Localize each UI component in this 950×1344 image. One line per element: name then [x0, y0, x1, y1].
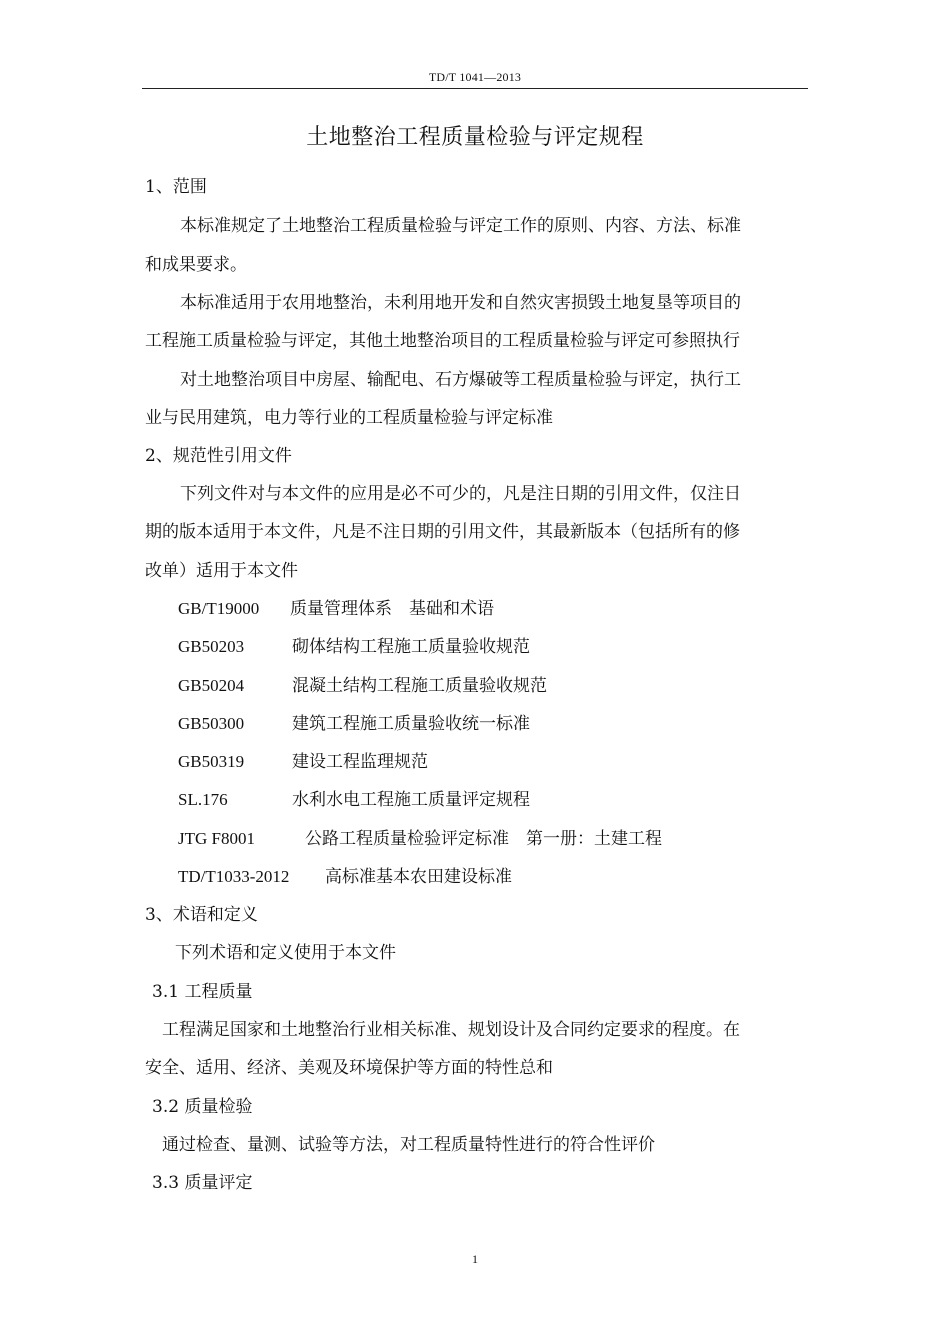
reference-title: 混凝土结构工程施工质量验收规范 — [292, 676, 547, 696]
reference-code: SL.176 — [178, 790, 228, 809]
page-number: 1 — [472, 1252, 478, 1266]
s2-paragraph-line-1: 下列文件对与本文件的应用是必不可少的，凡是注日期的引用文件，仅注日 — [180, 484, 741, 504]
document-title: 土地整治工程质量检验与评定规程 — [306, 125, 644, 150]
s1-paragraph-3-line-1: 对土地整治项目中房屋、输配电、石方爆破等工程质量检验与评定，执行工 — [180, 370, 741, 390]
reference-title: 质量管理体系 基础和术语 — [290, 599, 494, 619]
reference-code: GB50300 — [178, 714, 245, 733]
section-1-heading: 1、范围 — [145, 177, 207, 197]
reference-title: 砌体结构工程施工质量验收规范 — [292, 637, 530, 657]
term-3-1-heading: 3.1 工程质量 — [152, 982, 253, 1002]
s2-paragraph-line-2: 期的版本适用于本文件，凡是不注日期的引用文件，其最新版本（包括所有的修 — [145, 522, 740, 542]
section-3-heading: 3、术语和定义 — [145, 905, 258, 925]
reference-title: 水利水电工程施工质量评定规程 — [292, 790, 530, 810]
reference-title: 建筑工程施工质量验收统一标准 — [292, 714, 530, 734]
reference-code: GB/T19000 — [178, 599, 260, 618]
header-rule — [142, 88, 808, 89]
running-header-code: TD/T 1041—2013 — [428, 70, 522, 84]
reference-code: GB50319 — [178, 752, 245, 771]
s1-paragraph-2-line-2: 工程施工质量检验与评定，其他土地整治项目的工程质量检验与评定可参照执行 — [145, 331, 740, 351]
reference-code: JTG F8001 — [178, 829, 255, 848]
section-2-heading: 2、规范性引用文件 — [145, 446, 292, 466]
reference-title: 建设工程监理规范 — [292, 752, 428, 772]
term-3-2-definition: 通过检查、量测、试验等方法，对工程质量特性进行的符合性评价 — [162, 1135, 655, 1155]
term-3-1-definition-line-2: 安全、适用、经济、美观及环境保护等方面的特性总和 — [145, 1058, 553, 1078]
s2-paragraph-line-3: 改单）适用于本文件 — [145, 561, 298, 581]
s3-intro: 下列术语和定义使用于本文件 — [175, 943, 396, 963]
reference-code: GB50203 — [178, 637, 245, 656]
reference-code: TD/T1033-2012 — [178, 867, 290, 886]
term-3-3-heading: 3.3 质量评定 — [152, 1173, 253, 1193]
reference-code: GB50204 — [178, 676, 245, 695]
term-3-2-heading: 3.2 质量检验 — [152, 1097, 253, 1117]
s1-paragraph-2-line-1: 本标准适用于农用地整治，未利用地开发和自然灾害损毁土地复垦等项目的 — [180, 293, 741, 313]
reference-title: 高标准基本农田建设标准 — [325, 867, 512, 887]
term-3-1-definition-line-1: 工程满足国家和土地整治行业相关标准、规划设计及合同约定要求的程度。在 — [162, 1020, 740, 1040]
s1-paragraph-3-line-2: 业与民用建筑，电力等行业的工程质量检验与评定标准 — [145, 408, 553, 428]
reference-title: 公路工程质量检验评定标准 第一册：土建工程 — [305, 829, 662, 849]
s1-paragraph-1-line-2: 和成果要求。 — [145, 255, 247, 275]
s1-paragraph-1-line-1: 本标准规定了土地整治工程质量检验与评定工作的原则、内容、方法、标准 — [180, 216, 741, 236]
